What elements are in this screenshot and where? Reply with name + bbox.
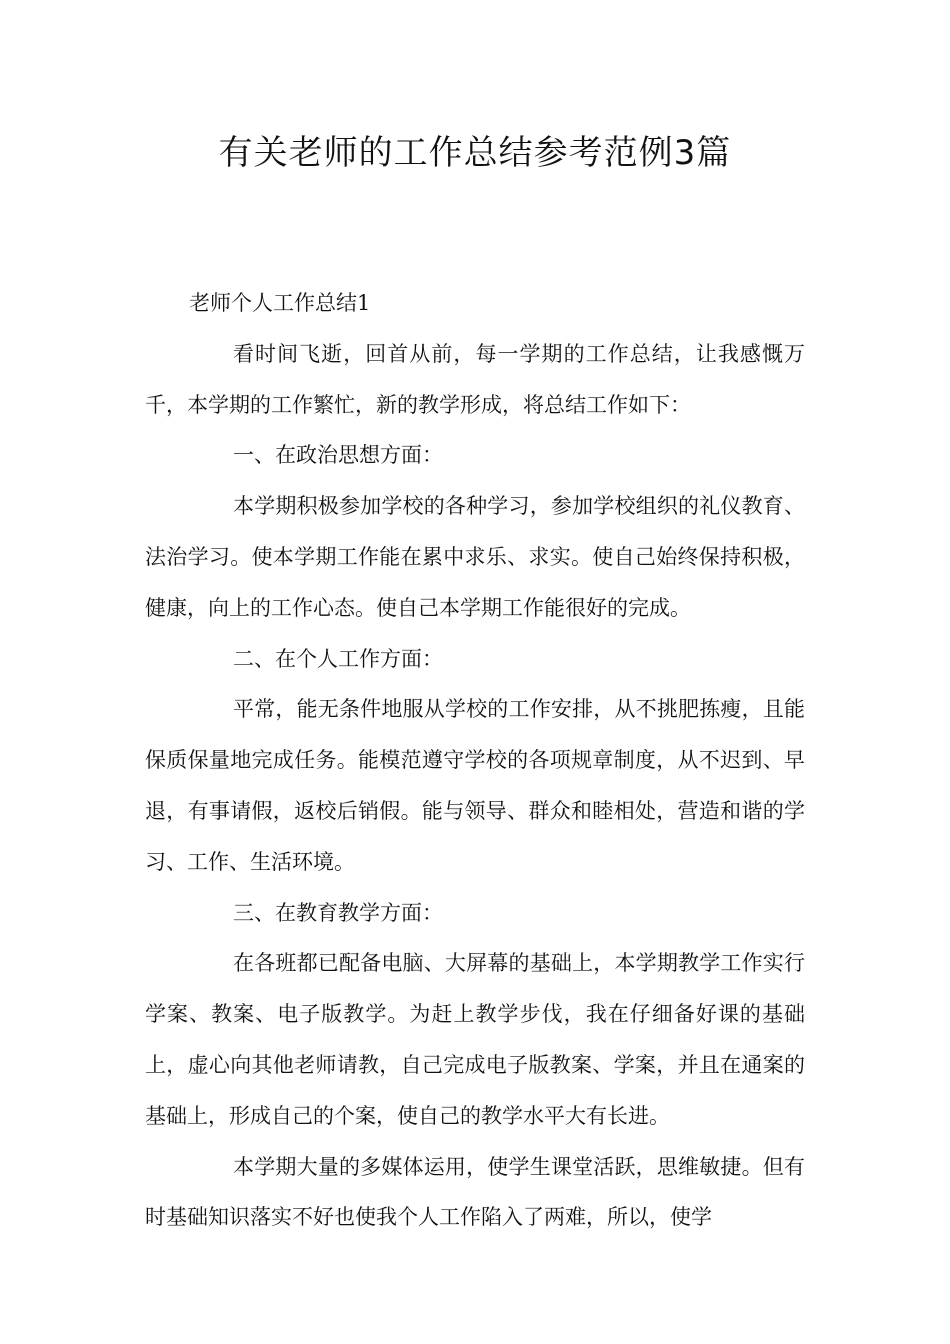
paragraph-intro: 看时间飞逝，回首从前，每一学期的工作总结，让我感慨万千，本学期的工作繁忙，新的教学形成，将总结工作如下：: [145, 341, 805, 417]
heading-personal-work: 二、在个人工作方面：: [233, 646, 443, 671]
heading-political-thought: 一、在政治思想方面：: [233, 443, 443, 468]
paragraph-multimedia: 本学期大量的多媒体运用，使学生课堂活跃，思维敏捷。但有时基础知识落实不好也使我个人工作陷入了两难，所以，使学: [145, 1154, 805, 1230]
paragraph-teaching: 在各班都已配备电脑、大屏幕的基础上，本学期教学工作实行学案、教案、电子版教学。为赶上教学步伐，我在仔细备好课的基础上，虚心向其他老师请教，自己完成电子版教案、学案，并且在通案的基础上，形成自己的个案，使自己的教学水平大有长进。: [145, 951, 805, 1128]
heading-teaching: 三、在教育教学方面：: [233, 900, 443, 925]
document-title: 有关老师的工作总结参考范例3篇: [218, 133, 732, 173]
paragraph-personal-work: 平常，能无条件地服从学校的工作安排，从不挑肥拣瘦，且能保质保量地完成任务。能模范遵守学校的各项规章制度，从不迟到、早退，有事请假，返校后销假。能与领导、群众和睦相处，营造和谐的学习、工作、生活环境。: [145, 697, 805, 874]
document-body: [145, 278, 805, 1243]
section-heading: 老师个人工作总结1: [189, 291, 371, 315]
paragraph-political-thought: 本学期积极参加学校的各种学习，参加学校组织的礼仪教育、法治学习。使本学期工作能在累中求乐、求实。使自己始终保持积极，健康，向上的工作心态。使自己本学期工作能很好的完成。: [145, 494, 805, 620]
